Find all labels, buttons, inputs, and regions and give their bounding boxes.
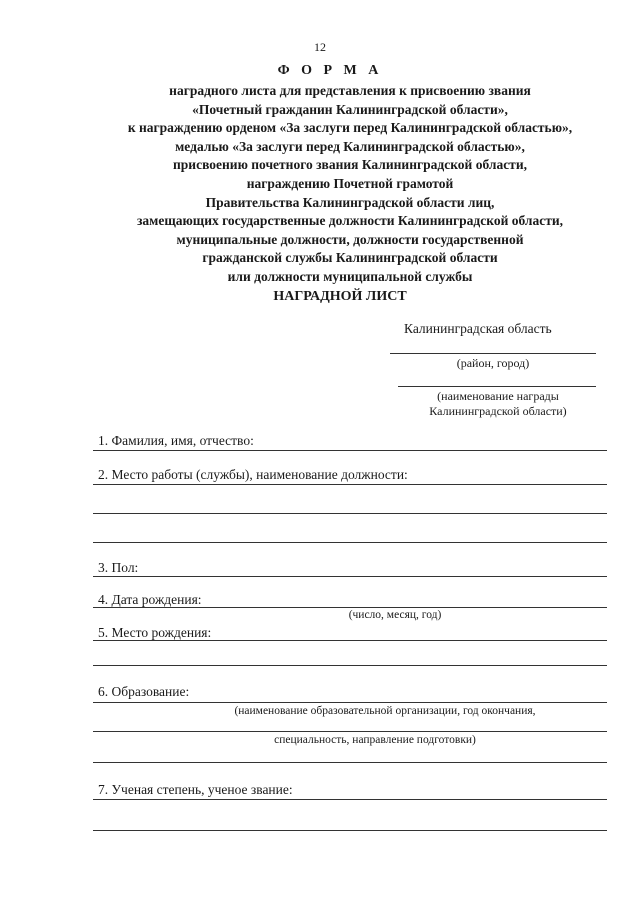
field-birth-place-line[interactable] (93, 640, 607, 641)
field-gender-line[interactable] (93, 576, 607, 577)
award-caption-1: (наименование награды (437, 389, 559, 403)
region-value: Калининградская область (404, 321, 552, 336)
field-birth-place-label: 5. Место рождения: (98, 625, 212, 640)
header-line: награждению Почетной грамотой (246, 175, 454, 191)
header-line: гражданской службы Калининградской области (202, 250, 498, 266)
field-education-line-3[interactable] (93, 762, 607, 763)
field-education-line[interactable] (93, 702, 607, 703)
field-degree-line-2[interactable] (93, 830, 607, 831)
header-line: медалью «За заслуги перед Калининградской областью», (175, 138, 525, 154)
sheet-title: НАГРАДНОЙ ЛИСТ (273, 289, 407, 304)
field-full-name-label: 1. Фамилия, имя, отчество: (98, 433, 254, 448)
form-header (40, 82, 640, 287)
form-title: Ф О Р М А (277, 63, 383, 78)
field-degree-label: 7. Ученая степень, ученое звание: (98, 782, 293, 797)
education-caption-2: специальность, направление подготовки) (274, 734, 476, 746)
field-education-line-2[interactable] (93, 731, 607, 732)
field-workplace-line[interactable] (93, 484, 607, 485)
field-gender-label: 3. Пол: (98, 560, 139, 575)
header-line: замещающих государственные должности Калининградской области, (136, 213, 564, 229)
field-birth-date-line[interactable] (93, 607, 607, 608)
field-degree-line[interactable] (93, 799, 607, 800)
field-workplace-line-2[interactable] (93, 513, 607, 514)
birth-date-caption: (число, месяц, год) (348, 609, 442, 621)
header-line: муниципальные должности, должности государственной (176, 231, 524, 247)
field-birth-date-label: 4. Дата рождения: (98, 592, 202, 607)
field-education-label: 6. Образование: (98, 684, 190, 699)
header-line: «Почетный гражданин Калининградской области», (192, 101, 508, 117)
page-number: 12 (314, 40, 326, 54)
region-caption: (район, город) (456, 356, 530, 370)
header-line: или должности муниципальной службы (227, 268, 473, 284)
region-line[interactable] (390, 353, 596, 354)
header-line: наградного листа для представления к присвоению звания (169, 83, 531, 98)
header-line: к награждению орденом «За заслуги перед Калининградской областью», (127, 120, 573, 136)
header-line: присвоению почетного звания Калининградской области, (173, 157, 527, 173)
field-full-name-line[interactable] (93, 450, 607, 451)
header-line: Правительства Калининградской области лиц, (205, 194, 495, 210)
education-caption-1: (наименование образовательной организации, год окончания, (234, 705, 536, 717)
field-workplace-line-3[interactable] (93, 542, 607, 543)
field-workplace-label: 2. Место работы (службы), наименование должности: (98, 467, 408, 482)
award-caption-2: Калининградской области) (429, 404, 567, 418)
field-birth-place-line-2[interactable] (93, 665, 607, 666)
award-line[interactable] (398, 386, 596, 387)
